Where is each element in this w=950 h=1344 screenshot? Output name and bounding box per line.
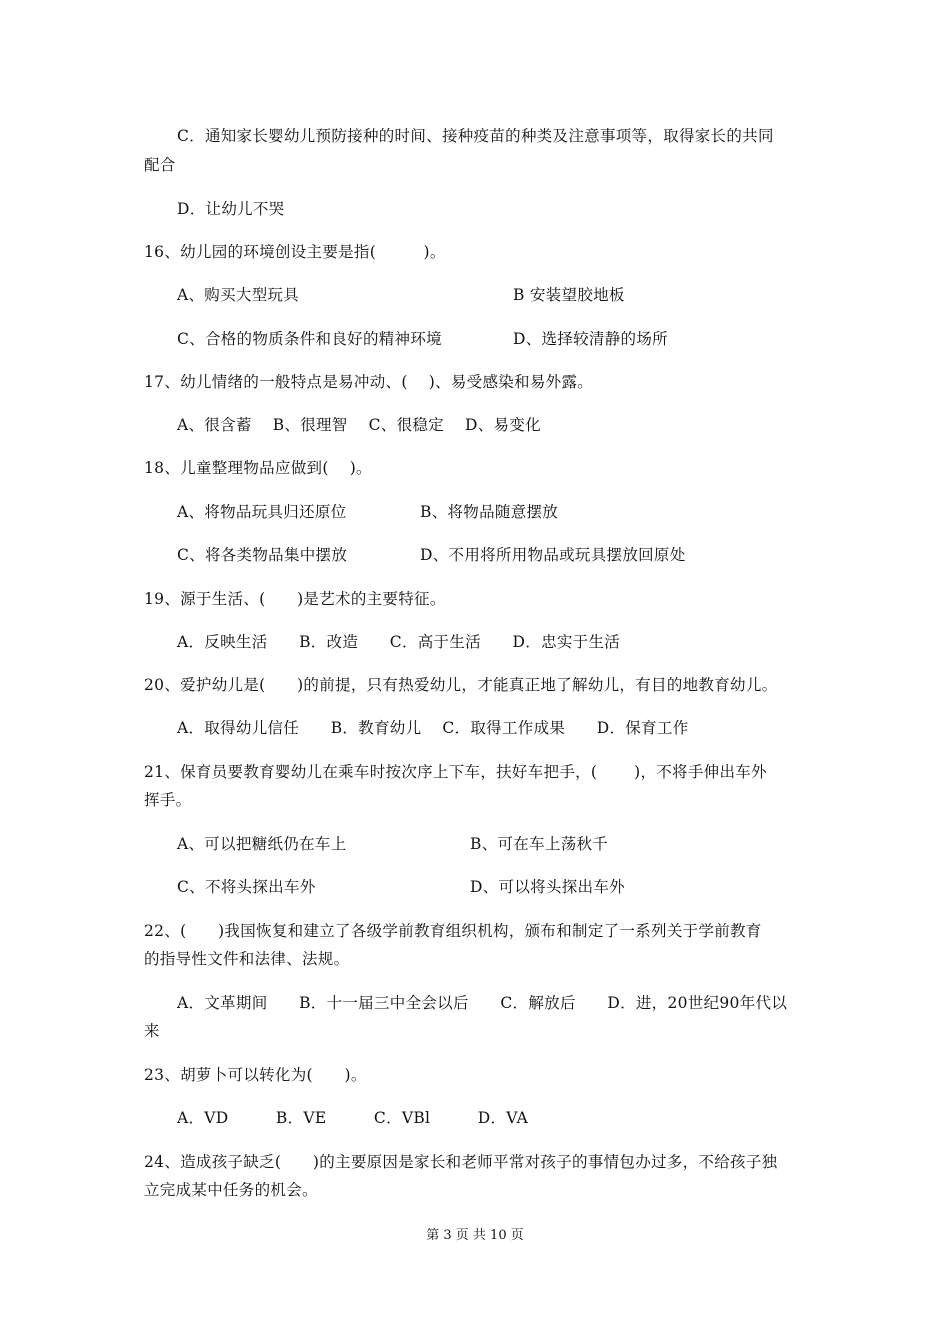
q16-option-b: B 安装望胶地板 — [513, 286, 625, 304]
q18-stem: 18、儿童整理物品应做到( )。 — [144, 459, 372, 477]
q18-option-c: C、将各类物品集中摆放 — [177, 546, 348, 564]
q15-option-d: D．让幼儿不哭 — [177, 200, 285, 218]
q21-option-d: D、可以将头探出车外 — [470, 878, 625, 896]
q17-stem: 17、幼儿情绪的一般特点是易冲动、( )、易受感染和易外露。 — [144, 373, 594, 391]
page-number-footer: 第 3 页 共 10 页 — [426, 1228, 524, 1243]
q20-options: A．取得幼儿信任 B．教育幼儿 C．取得工作成果 D．保育工作 — [177, 719, 689, 737]
q15-option-c-line2: 配合 — [144, 156, 176, 174]
q19-stem: 19、源于生活、( )是艺术的主要特征。 — [144, 590, 446, 608]
q18-option-b: B、将物品随意摆放 — [420, 503, 559, 521]
q21-stem-line1: 21、保育员要教育婴幼儿在乘车时按次序上下车，扶好车把手，( )，不将手伸出车外 — [144, 763, 767, 781]
q24-stem-line2: 立完成某中任务的机会。 — [144, 1181, 318, 1199]
q16-stem: 16、幼儿园的环境创设主要是指( )。 — [144, 243, 446, 261]
q23-options: A．VD B．VE C．VBl D．VA — [177, 1109, 529, 1127]
q21-option-c: C、不将头探出车外 — [177, 878, 316, 896]
q18-option-d: D、不用将所用物品或玩具摆放回原处 — [420, 546, 686, 564]
q16-option-a: A、购买大型玩具 — [177, 286, 300, 304]
q16-option-c: C、合格的物质条件和良好的精神环境 — [177, 330, 442, 348]
q21-option-a: A、可以把糖纸仍在车上 — [177, 835, 347, 853]
q22-options-line1: A．文革期间 B．十一届三中全会以后 C．解放后 D．进，20世纪90年代以 — [177, 994, 788, 1012]
q24-stem-line1: 24、造成孩子缺乏( )的主要原因是家长和老师平常对孩子的事情包办过多，不给孩子独 — [144, 1153, 778, 1171]
q22-stem-line1: 22、( )我国恢复和建立了各级学前教育组织机构，颁布和制定了一系列关于学前教育 — [144, 922, 762, 940]
q15-option-c-line1: C．通知家长婴幼儿预防接种的时间、接种疫苗的种类及注意事项等，取得家长的共同 — [177, 127, 774, 145]
q22-options-line2: 来 — [144, 1022, 160, 1040]
q23-stem: 23、胡萝卜可以转化为( )。 — [144, 1066, 367, 1084]
q21-stem-line2: 挥手。 — [144, 791, 192, 809]
q20-stem: 20、爱护幼儿是( )的前提，只有热爱幼儿，才能真正地了解幼儿，有目的地教育幼儿。 — [144, 676, 778, 694]
q19-options: A．反映生活 B．改造 C．高于生活 D．忠实于生活 — [177, 633, 621, 651]
q21-option-b: B、可在车上荡秋千 — [470, 835, 609, 853]
q22-stem-line2: 的指导性文件和法律、法规。 — [144, 950, 350, 968]
q17-options: A、很含蓄 B、很理智 C、很稳定 D、易变化 — [177, 416, 541, 434]
q18-option-a: A、将物品玩具归还原位 — [177, 503, 347, 521]
q16-option-d: D、选择较清静的场所 — [513, 330, 668, 348]
